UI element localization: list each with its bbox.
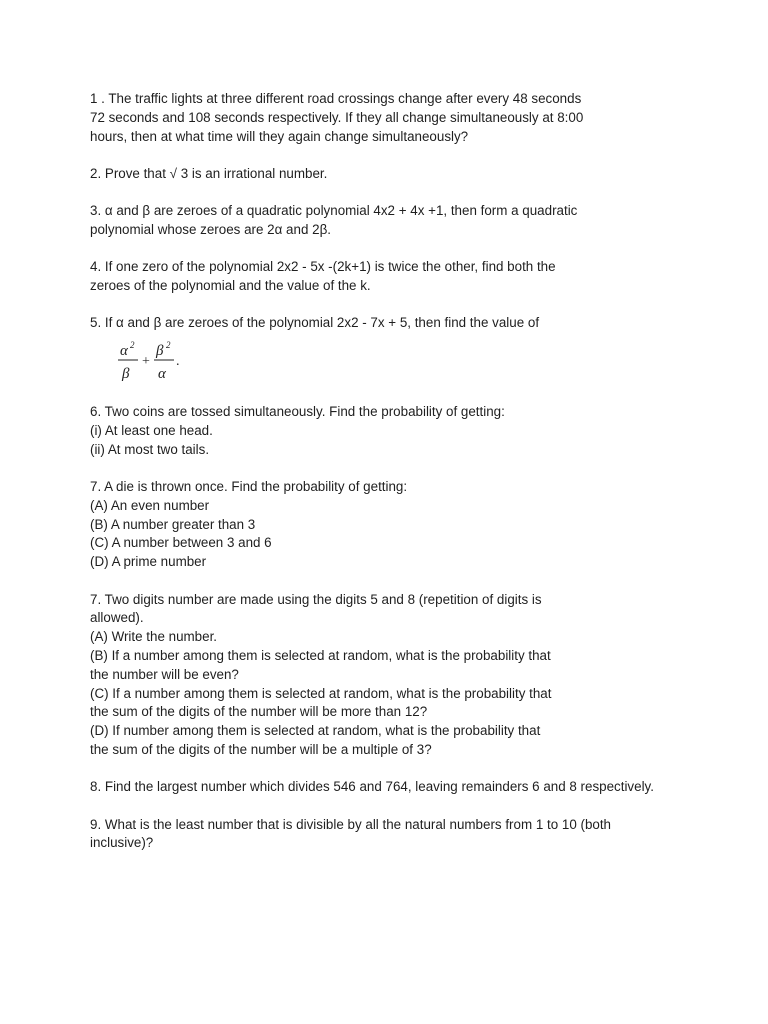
question-line: (i) At least one head. (90, 422, 213, 438)
question-line: 9. What is the least number that is divisible by all the natural numbers from 1 to 10 (both (90, 816, 612, 832)
question-line: zeroes of the polynomial and the value of the k. (90, 278, 371, 294)
question-line: 7. Two digits number are made using the digits 5 and 8 (repetition of digits is (90, 591, 542, 607)
question-7b (90, 591, 730, 760)
question-line: (D) A prime number (90, 554, 207, 570)
question-line: 72 seconds and 108 seconds respectively. If they all change simultaneously at 8:00 (90, 109, 584, 125)
question-5 (90, 314, 730, 333)
question-9 (90, 816, 730, 854)
question-line: inclusive)? (90, 835, 154, 851)
question-1 (90, 90, 730, 146)
question-8 (90, 778, 730, 797)
question-line: (ii) At most two tails. (90, 441, 210, 457)
formula-period: . (176, 354, 180, 370)
question-3 (90, 202, 730, 240)
question-line: 5. If α and β are zeroes of the polynomial 2x2 - 7x + 5, then find the value of (90, 315, 540, 331)
fraction-formula (116, 337, 730, 389)
question-line: 1 . The traffic lights at three different road crossings change after every 48 seconds (90, 91, 582, 106)
question-line: the sum of the digits of the number will be a multiple of 3? (90, 741, 432, 757)
question-line: (B) A number greater than 3 (90, 516, 256, 532)
question-line: 8. Find the largest number which divides 546 and 764, leaving remainders 6 and 8 respectively. (90, 779, 654, 795)
question-line: 6. Two coins are tossed simultaneously. Find the probability of getting: (90, 404, 505, 420)
formula-plus: + (142, 354, 150, 370)
question-line: allowed). (90, 610, 144, 626)
question-2 (90, 165, 730, 184)
question-line: 4. If one zero of the polynomial 2x2 - 5x -(2k+1) is twice the other, find both the (90, 259, 556, 275)
question-6 (90, 403, 730, 459)
question-line: 7. A die is thrown once. Find the probability of getting: (90, 479, 408, 495)
question-line: polynomial whose zeroes are 2α and 2β. (90, 221, 331, 237)
question-line: (D) If number among them is selected at random, what is the probability that (90, 723, 541, 739)
formula-numerator-2: β (156, 343, 164, 360)
question-line: 3. α and β are zeroes of a quadratic polynomial 4x2 + 4x +1, then form a quadratic (90, 203, 578, 219)
question-line: (C) If a number among them is selected at random, what is the probability that (90, 685, 552, 701)
question-4 (90, 258, 730, 296)
formula-denominator-1: β (122, 366, 130, 383)
question-7a (90, 478, 730, 572)
question-line: the sum of the digits of the number will be more than 12? (90, 704, 428, 720)
formula-superscript-1: 2 (130, 340, 135, 351)
question-line: 2. Prove that √ 3 is an irrational number. (90, 165, 328, 181)
question-line: hours, then at what time will they again change simultaneously? (90, 128, 469, 144)
formula-numerator-1: α (120, 343, 128, 360)
question-line: (C) A number between 3 and 6 (90, 535, 272, 551)
question-line: the number will be even? (90, 666, 239, 682)
question-line: (B) If a number among them is selected at random, what is the probability that (90, 647, 551, 663)
question-line: (A) An even number (90, 497, 210, 513)
formula-superscript-2: 2 (166, 340, 171, 351)
alpha-beta-sum-formula (116, 337, 206, 389)
formula-denominator-2: α (158, 366, 166, 383)
question-sheet (90, 90, 730, 872)
question-line: (A) Write the number. (90, 629, 218, 645)
